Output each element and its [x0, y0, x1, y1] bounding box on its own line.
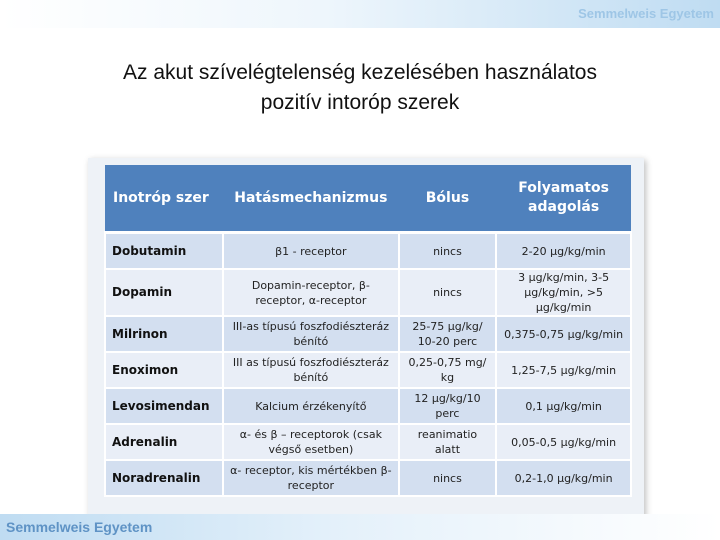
continuous-dose-cell: 0,375-0,75 μg/kg/min: [496, 316, 631, 352]
mechanism-cell: α- és β – receptorok (csak végső esetben): [223, 424, 399, 460]
table-row: [105, 460, 631, 496]
table-row: [105, 269, 631, 316]
bolus-cell: nincs: [399, 269, 497, 316]
bolus-cell: 0,25-0,75 mg/ kg: [399, 352, 497, 388]
mechanism-cell: β1 - receptor: [223, 233, 399, 270]
bolus-cell: 12 μg/kg/10 perc: [399, 388, 497, 424]
header-drug: Inotróp szer: [105, 165, 223, 233]
drug-name: Milrinon: [105, 316, 223, 352]
mechanism-cell: III-as típusú foszfodiészteráz bénító: [223, 316, 399, 352]
drug-name: Dopamin: [105, 269, 223, 316]
drug-name: Dobutamin: [105, 233, 223, 270]
mechanism-cell: Dopamin-receptor, β-receptor, α-receptor: [223, 269, 399, 316]
mechanism-cell: Kalcium érzékenyítő: [223, 388, 399, 424]
bolus-cell: nincs: [399, 460, 497, 496]
mechanism-cell: III as típusú foszfodiészteráz bénító: [223, 352, 399, 388]
table-row: [105, 316, 631, 352]
slide-title-line-2: pozitív intoróp szerek: [260, 91, 460, 114]
header-mechanism: Hatásmechanizmus: [223, 165, 399, 233]
bolus-cell: reanimatio alatt: [399, 424, 497, 460]
inotrope-table: [104, 165, 632, 497]
table-row: [105, 388, 631, 424]
drug-name: Adrenalin: [105, 424, 223, 460]
table-header-row: [105, 165, 631, 233]
continuous-dose-cell: 1,25-7,5 μg/kg/min: [496, 352, 631, 388]
mechanism-cell: α- receptor, kis mértékben β-receptor: [223, 460, 399, 496]
slide-title-line-1: Az akut szívelégtelenség kezelésében használatos: [123, 61, 597, 84]
bolus-cell: nincs: [399, 233, 497, 270]
bolus-cell: 25-75 μg/kg/ 10-20 perc: [399, 316, 497, 352]
header-continuous: Folyamatos adagolás: [496, 165, 631, 233]
continuous-dose-cell: 3 μg/kg/min, 3-5 μg/kg/min, >5 μg/kg/min: [496, 269, 631, 316]
drug-name: Enoximon: [105, 352, 223, 388]
table-row: [105, 233, 631, 270]
drug-name: Levosimendan: [105, 388, 223, 424]
table-row: [105, 424, 631, 460]
continuous-dose-cell: 0,1 μg/kg/min: [496, 388, 631, 424]
table-row: [105, 352, 631, 388]
header-bolus: Bólus: [399, 165, 497, 233]
continuous-dose-cell: 2-20 μg/kg/min: [496, 233, 631, 270]
continuous-dose-cell: 0,05-0,5 μg/kg/min: [496, 424, 631, 460]
top-brand-label: Semmelweis Egyetem: [578, 6, 714, 21]
slide-title: [60, 58, 660, 118]
bottom-brand-label: Semmelweis Egyetem: [6, 519, 153, 535]
continuous-dose-cell: 0,2-1,0 μg/kg/min: [496, 460, 631, 496]
drug-name: Noradrenalin: [105, 460, 223, 496]
